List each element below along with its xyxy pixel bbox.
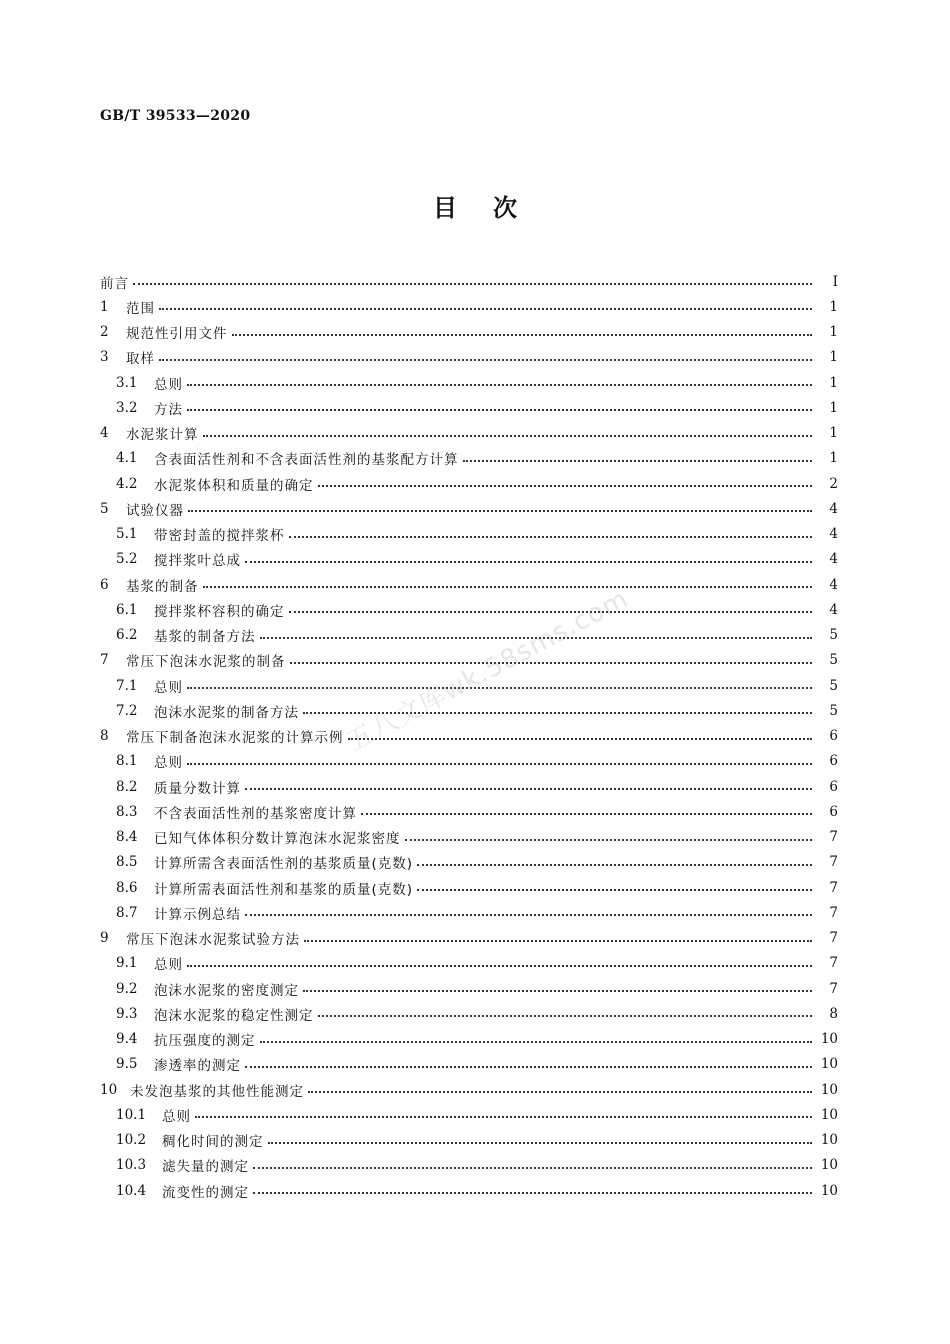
toc-entry-label: 总则 bbox=[154, 376, 183, 393]
toc-entry-label: 基浆的制备 bbox=[126, 578, 199, 595]
toc-leader-dots bbox=[303, 989, 812, 992]
toc-leader-dots bbox=[304, 939, 812, 942]
toc-leader-dots bbox=[188, 509, 812, 512]
toc-entry-page: 4 bbox=[829, 500, 838, 517]
toc-entry[interactable] bbox=[100, 320, 838, 345]
toc-entry-number: 4.2 bbox=[116, 475, 138, 492]
toc-entry[interactable] bbox=[100, 698, 838, 723]
toc-entry-number: 10 bbox=[100, 1081, 118, 1098]
toc-leader-dots bbox=[245, 1065, 812, 1068]
toc-entry-page: 10 bbox=[820, 1182, 838, 1199]
toc-entry-number: 8.7 bbox=[116, 904, 138, 921]
toc-entry-page: 1 bbox=[829, 349, 838, 366]
toc-entry[interactable] bbox=[100, 926, 838, 951]
toc-leader-dots bbox=[318, 484, 813, 487]
toc-leader-dots bbox=[203, 585, 813, 588]
toc-leader-dots bbox=[308, 1090, 812, 1093]
toc-leader-dots bbox=[187, 383, 812, 386]
toc-entry[interactable] bbox=[100, 269, 838, 294]
toc-entry-page: 7 bbox=[829, 955, 838, 972]
toc-entry-label: 范围 bbox=[126, 300, 155, 317]
toc-entry-label: 规范性引用文件 bbox=[126, 326, 228, 343]
toc-entry-page: 5 bbox=[829, 627, 838, 644]
toc-entry[interactable] bbox=[100, 496, 838, 521]
toc-entry-label: 前言 bbox=[100, 275, 129, 292]
toc-entry[interactable] bbox=[100, 1153, 838, 1178]
toc-entry-page: 10 bbox=[820, 1081, 838, 1098]
toc-entry[interactable] bbox=[100, 597, 838, 622]
toc-entry-number: 4.1 bbox=[116, 450, 138, 467]
toc-entry-page: 1 bbox=[829, 425, 838, 442]
toc-entry-label: 未发泡基浆的其他性能测定 bbox=[130, 1083, 304, 1100]
toc-entry-label: 稠化时间的测定 bbox=[162, 1134, 264, 1151]
toc-leader-dots bbox=[463, 459, 813, 462]
toc-leader-dots bbox=[318, 1014, 813, 1017]
toc-entry-number: 10.3 bbox=[116, 1157, 147, 1174]
toc-entry-label: 搅拌浆叶总成 bbox=[154, 553, 241, 570]
toc-entry-page: 7 bbox=[829, 879, 838, 896]
toc-leader-dots bbox=[253, 1191, 812, 1194]
toc-leader-dots bbox=[289, 535, 813, 538]
toc-entry-page: 10 bbox=[820, 1031, 838, 1048]
toc-leader-dots bbox=[187, 762, 812, 765]
toc-leader-dots bbox=[187, 964, 812, 967]
toc-entry-label: 试验仪器 bbox=[126, 502, 184, 519]
toc-entry-label: 总则 bbox=[154, 679, 183, 696]
toc-entry-page: 10 bbox=[820, 1056, 838, 1073]
toc-entry-number: 5 bbox=[100, 500, 109, 517]
toc-entry[interactable] bbox=[100, 547, 838, 572]
toc-entry[interactable] bbox=[100, 471, 838, 496]
toc-entry-page: 1 bbox=[829, 450, 838, 467]
toc-entry-number: 6 bbox=[100, 576, 109, 593]
toc-entry-page: 7 bbox=[829, 854, 838, 871]
toc-entry[interactable] bbox=[100, 749, 838, 774]
toc-entry-page: 7 bbox=[829, 930, 838, 947]
toc-entry[interactable] bbox=[100, 446, 838, 471]
toc-entry[interactable] bbox=[100, 1128, 838, 1153]
toc-entry-page: 7 bbox=[829, 904, 838, 921]
toc-leader-dots bbox=[245, 787, 812, 790]
toc-entry-label: 计算所需表面活性剂和基浆的质量(克数) bbox=[154, 881, 414, 898]
toc-entry-page: 4 bbox=[829, 551, 838, 568]
toc-entry-label: 水泥浆计算 bbox=[126, 427, 199, 444]
toc-entry-page: 5 bbox=[829, 652, 838, 669]
toc-entry-page: 5 bbox=[829, 677, 838, 694]
toc-entry-label: 总则 bbox=[162, 1108, 191, 1125]
toc-leader-dots bbox=[203, 434, 813, 437]
toc-entry[interactable] bbox=[100, 799, 838, 824]
toc-leader-dots bbox=[133, 282, 812, 285]
toc-entry-number: 7.1 bbox=[116, 677, 138, 694]
toc-entry[interactable] bbox=[100, 1077, 838, 1102]
toc-entry-number: 8 bbox=[100, 728, 109, 745]
toc-entry-page: 6 bbox=[829, 728, 838, 745]
toc-entry-page: 7 bbox=[829, 829, 838, 846]
standard-number: GB/T 39533—2020 bbox=[100, 108, 251, 124]
toc-entry[interactable] bbox=[100, 951, 838, 976]
toc-entry-page: 10 bbox=[820, 1106, 838, 1123]
toc-leader-dots bbox=[417, 863, 812, 866]
toc-entry-page: 2 bbox=[829, 475, 838, 492]
toc-entry-page: I bbox=[832, 273, 838, 290]
toc-entry-page: 8 bbox=[829, 1005, 838, 1022]
toc-entry-page: 6 bbox=[829, 803, 838, 820]
toc-entry-number: 3.1 bbox=[116, 374, 138, 391]
toc-entry[interactable] bbox=[100, 421, 838, 446]
toc-entry-page: 1 bbox=[829, 324, 838, 341]
toc-entry-label: 泡沫水泥浆的密度测定 bbox=[154, 982, 299, 999]
toc-entry[interactable] bbox=[100, 724, 838, 749]
toc-leader-dots bbox=[260, 1040, 813, 1043]
toc-entry-page: 7 bbox=[829, 980, 838, 997]
toc-entry-label: 泡沫水泥浆的制备方法 bbox=[154, 704, 299, 721]
toc-entry[interactable] bbox=[100, 1001, 838, 1026]
toc-leader-dots bbox=[405, 838, 813, 841]
toc-entry-number: 9.4 bbox=[116, 1031, 138, 1048]
toc-entry-number: 2 bbox=[100, 324, 109, 341]
toc-entry-label: 搅拌浆杯容积的确定 bbox=[154, 603, 285, 620]
toc-entry-page: 1 bbox=[829, 298, 838, 315]
toc-entry[interactable] bbox=[100, 1027, 838, 1052]
toc-entry-number: 8.3 bbox=[116, 803, 138, 820]
table-of-contents bbox=[100, 269, 838, 1203]
toc-entry[interactable] bbox=[100, 875, 838, 900]
toc-entry-label: 流变性的测定 bbox=[162, 1184, 249, 1201]
toc-entry-label: 取样 bbox=[126, 351, 155, 368]
toc-entry-page: 4 bbox=[829, 601, 838, 618]
toc-entry-label: 泡沫水泥浆的稳定性测定 bbox=[154, 1007, 314, 1024]
toc-entry-number: 3.2 bbox=[116, 399, 138, 416]
toc-entry-label: 方法 bbox=[154, 401, 183, 418]
toc-leader-dots bbox=[290, 661, 813, 664]
toc-entry-label: 计算示例总结 bbox=[154, 906, 241, 923]
toc-entry-label: 渗透率的测定 bbox=[154, 1058, 241, 1075]
toc-entry-number: 7 bbox=[100, 652, 109, 669]
toc-entry-label: 带密封盖的搅拌浆杯 bbox=[154, 528, 285, 545]
toc-entry-label: 常压下制备泡沫水泥浆的计算示例 bbox=[126, 730, 344, 747]
toc-entry-page: 5 bbox=[829, 702, 838, 719]
toc-entry-number: 5.1 bbox=[116, 526, 138, 543]
toc-entry-label: 已知气体体积分数计算泡沫水泥浆密度 bbox=[154, 831, 401, 848]
toc-entry-number: 8.5 bbox=[116, 854, 138, 871]
toc-entry-label: 不含表面活性剂的基浆密度计算 bbox=[154, 805, 357, 822]
toc-entry-number: 10.2 bbox=[116, 1132, 147, 1149]
toc-entry-number: 9.5 bbox=[116, 1056, 138, 1073]
toc-entry-page: 10 bbox=[820, 1132, 838, 1149]
toc-entry-label: 常压下泡沫水泥浆的制备 bbox=[126, 654, 286, 671]
toc-entry-page: 1 bbox=[829, 399, 838, 416]
toc-leader-dots bbox=[348, 737, 813, 740]
toc-entry-page: 10 bbox=[820, 1157, 838, 1174]
toc-entry-number: 5.2 bbox=[116, 551, 138, 568]
toc-entry[interactable] bbox=[100, 900, 838, 925]
toc-entry[interactable] bbox=[100, 395, 838, 420]
toc-entry-number: 9.2 bbox=[116, 980, 138, 997]
toc-entry[interactable] bbox=[100, 976, 838, 1001]
toc-leader-dots bbox=[245, 560, 812, 563]
toc-entry-page: 6 bbox=[829, 753, 838, 770]
toc-entry-page: 4 bbox=[829, 526, 838, 543]
toc-entry-page: 1 bbox=[829, 374, 838, 391]
toc-leader-dots bbox=[253, 1166, 812, 1169]
toc-entry-page: 6 bbox=[829, 778, 838, 795]
toc-entry[interactable] bbox=[100, 850, 838, 875]
toc-entry-label: 基浆的制备方法 bbox=[154, 629, 256, 646]
toc-entry-number: 9 bbox=[100, 930, 109, 947]
toc-leader-dots bbox=[187, 408, 812, 411]
page-title: 目次 bbox=[433, 194, 553, 222]
toc-entry[interactable] bbox=[100, 345, 838, 370]
toc-entry-number: 8.4 bbox=[116, 829, 138, 846]
toc-entry[interactable] bbox=[100, 370, 838, 395]
toc-entry-number: 9.3 bbox=[116, 1005, 138, 1022]
toc-entry-number: 6.1 bbox=[116, 601, 138, 618]
toc-leader-dots bbox=[361, 812, 812, 815]
toc-entry[interactable] bbox=[100, 294, 838, 319]
toc-entry-number: 1 bbox=[100, 298, 109, 315]
toc-entry-label: 常压下泡沫水泥浆试验方法 bbox=[126, 932, 300, 949]
toc-entry-number: 4 bbox=[100, 425, 109, 442]
watermark: 五八文库wk.58sms.com bbox=[342, 583, 634, 758]
toc-entry-page: 4 bbox=[829, 576, 838, 593]
toc-entry-label: 质量分数计算 bbox=[154, 780, 241, 797]
toc-entry-label: 含表面活性剂和不含表面活性剂的基浆配方计算 bbox=[154, 452, 459, 469]
toc-leader-dots bbox=[159, 358, 812, 361]
toc-entry-number: 10.1 bbox=[116, 1106, 147, 1123]
toc-leader-dots bbox=[159, 307, 812, 310]
toc-entry-label: 计算所需含表面活性剂的基浆质量(克数) bbox=[154, 856, 414, 873]
toc-entry-label: 滤失量的测定 bbox=[162, 1159, 249, 1176]
toc-entry-label: 水泥浆体积和质量的确定 bbox=[154, 477, 314, 494]
toc-entry[interactable] bbox=[100, 1178, 838, 1203]
toc-entry-number: 8.1 bbox=[116, 753, 138, 770]
toc-leader-dots bbox=[187, 686, 812, 689]
toc-entry-number: 7.2 bbox=[116, 702, 138, 719]
toc-entry[interactable] bbox=[100, 1052, 838, 1077]
toc-entry-label: 抗压强度的测定 bbox=[154, 1033, 256, 1050]
toc-entry-number: 3 bbox=[100, 349, 109, 366]
toc-entry[interactable] bbox=[100, 623, 838, 648]
toc-entry[interactable] bbox=[100, 1102, 838, 1127]
toc-entry-number: 8.2 bbox=[116, 778, 138, 795]
toc-leader-dots bbox=[232, 333, 813, 336]
toc-leader-dots bbox=[195, 1115, 812, 1118]
toc-leader-dots bbox=[417, 888, 812, 891]
toc-entry[interactable] bbox=[100, 774, 838, 799]
toc-entry-number: 8.6 bbox=[116, 879, 138, 896]
toc-leader-dots bbox=[268, 1141, 813, 1144]
toc-entry-number: 10.4 bbox=[116, 1182, 147, 1199]
toc-leader-dots bbox=[245, 913, 812, 916]
toc-entry-label: 总则 bbox=[154, 755, 183, 772]
toc-entry[interactable] bbox=[100, 522, 838, 547]
toc-entry-number: 6.2 bbox=[116, 627, 138, 644]
toc-entry-number: 9.1 bbox=[116, 955, 138, 972]
toc-entry[interactable] bbox=[100, 825, 838, 850]
toc-entry-label: 总则 bbox=[154, 957, 183, 974]
toc-entry[interactable] bbox=[100, 572, 838, 597]
